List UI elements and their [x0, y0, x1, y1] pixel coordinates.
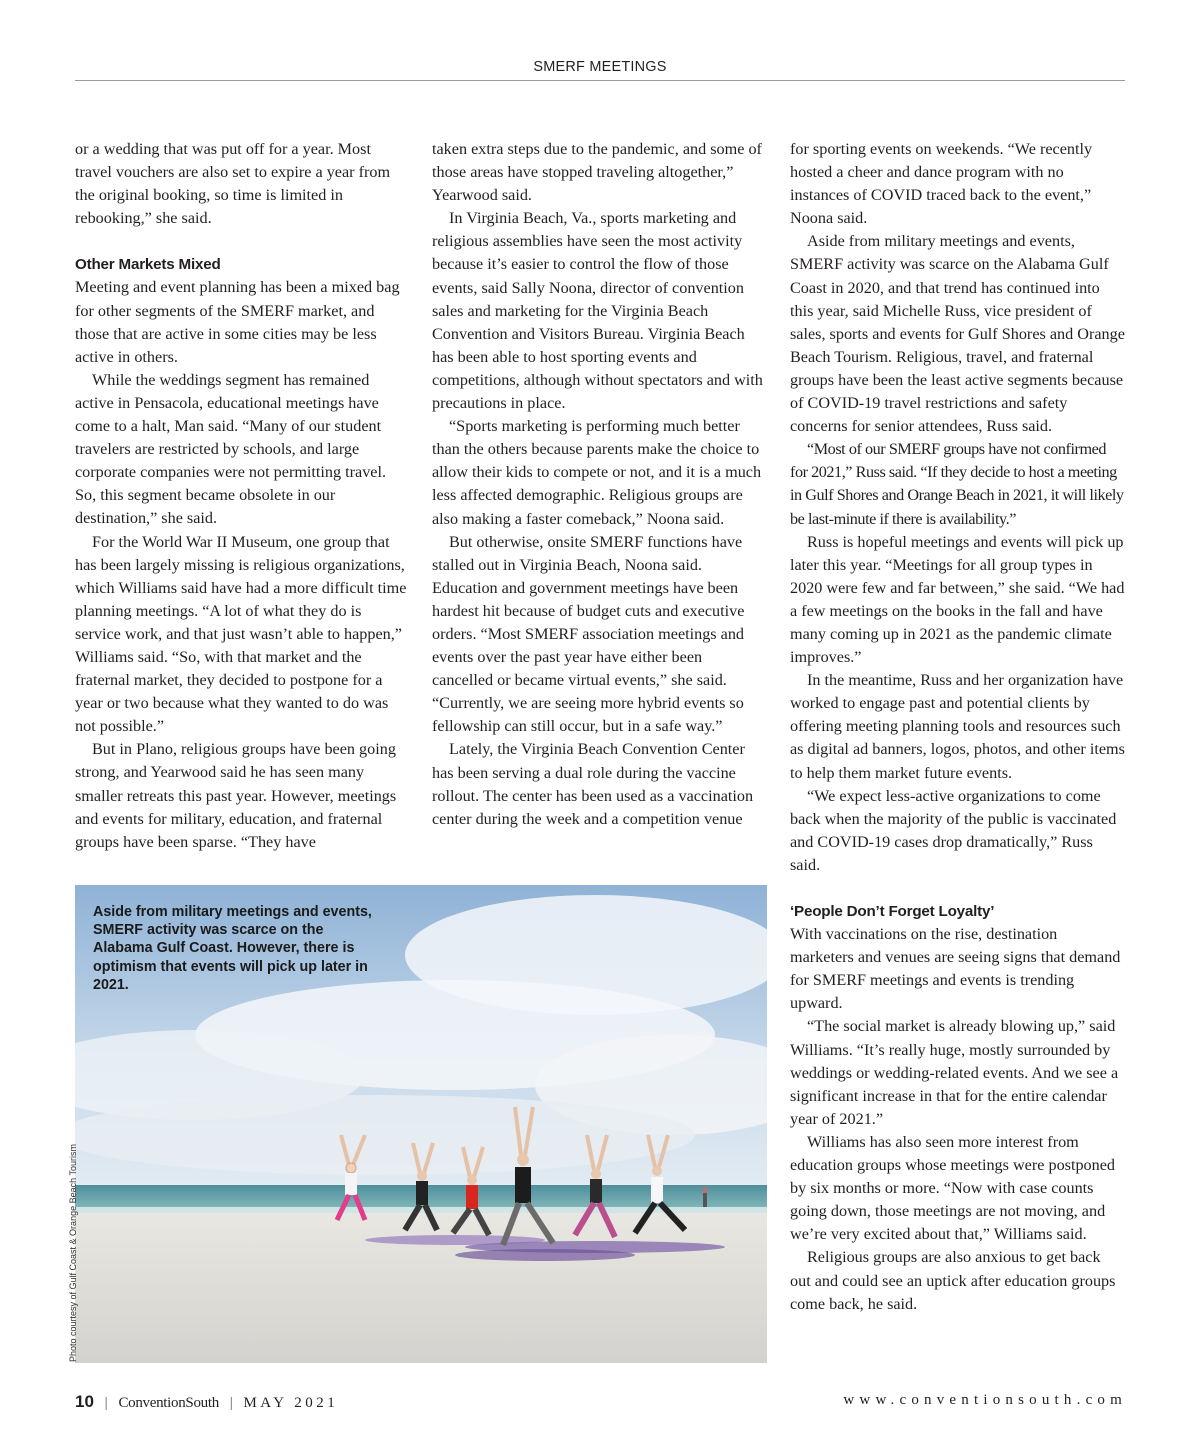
photo-caption: Aside from military meetings and events, SMERF activity was scarce on the Alabama Gulf Coast. However, there is optimism that events will pick up later in 2021.: [93, 904, 372, 993]
text-column-1: [75, 138, 410, 854]
paragraph: But in Plano, religious groups have been going strong, and Yearwood said he has seen many smaller retreats this past year. However, meetings and events for military, education, and fraternal groups have been sparse. “They have: [75, 740, 397, 851]
footer-folio: [75, 1392, 338, 1412]
subheading-loyalty: ‘People Don’t Forget Loyalty’: [790, 903, 995, 920]
text-column-3: [790, 138, 1125, 1316]
paragraph: Meeting and event planning has been a mixed bag for other segments of the SMERF market, and those that are active in some cities may be less active in others.: [75, 278, 400, 366]
paragraph: Religious groups are also anxious to get back out and could see an uptick after education groups come back, he said.: [790, 1248, 1116, 1313]
page-number: 10: [75, 1392, 94, 1411]
paragraph: Aside from military meetings and events, SMERF activity was scarce on the Alabama Gulf Coast in 2020, and that trend has continued into this year, said Michelle Russ, vice president of sales, sports and events for Gulf Shores and Orange Beach Tourism. Religious, travel, and fraternal groups have been the least active segments because of COVID-19 travel restrictions and safety concerns for senior attendees, Russ said.: [790, 232, 1125, 436]
paragraph: Lately, the Virginia Beach Convention Center has been serving a dual role during the vaccine rollout. The center has been used as a vaccination center during the week and a competition venue: [432, 740, 754, 828]
paragraph: But otherwise, onsite SMERF functions have stalled out in Virginia Beach, Noona said. Education and government meetings have been hardest hit because of budget cuts and executive orders. “Most SMERF association meetings and events over the past year have either been cancelled or became virtual events,” she said. “Currently, we are seeing more hybrid events so fellowship can still occur, but in a safe way.”: [432, 532, 745, 736]
photo-credit: Photo courtesy of Gulf Coast & Orange Beach Tourism: [68, 1144, 78, 1362]
paragraph: Russ is hopeful meetings and events will pick up later this year. “Meetings for all group types in 2020 were few and far between,” she said. “We had a few meetings on the books in the fall and have many coming up in 2021 as the pandemic climate improves.”: [790, 532, 1125, 667]
text-column-2: [432, 138, 767, 831]
paragraph: “We expect less-active organizations to come back when the majority of the public is vaccinated and COVID-19 cases drop dramatically,” Russ said.: [790, 786, 1117, 874]
running-header: [75, 58, 1125, 81]
magazine-name: ConventionSouth: [118, 1395, 219, 1411]
issue-date: MAY 2021: [243, 1395, 339, 1411]
beach-yoga-photo: [75, 885, 767, 1363]
paragraph: With vaccinations on the rise, destination marketers and venues are seeing signs that demand for SMERF meetings and events is trending upward.: [790, 925, 1121, 1013]
paragraph: In Virginia Beach, Va., sports marketing and religious assemblies have seen the most activity because it’s easier to control the flow of those events, said Sally Noona, director of convention sales and marketing for the Virginia Beach Convention and Visitors Bureau. Virginia Beach has been able to host sporting events and competitions, although without spectators and with precautions in place.: [432, 209, 763, 413]
footer-separator: |: [229, 1395, 233, 1411]
paragraph: Williams has also seen more interest from education groups whose meetings were postponed by six months or more. “Now with case counts going down, those meetings are not moving, and we’re very excited about that,” Williams said.: [790, 1132, 1116, 1244]
section-title: SMERF MEETINGS: [533, 59, 667, 75]
website-url: www.conventionsouth.com: [843, 1392, 1127, 1408]
paragraph: “Most of our SMERF groups have not confirmed for 2021,” Russ said. “If they decide to host a meeting in Gulf Shores and Orange Beach in 2021, it will likely be last-minute if there is availability.”: [790, 440, 1124, 528]
footer-separator: |: [104, 1395, 108, 1411]
paragraph: In the meantime, Russ and her organization have worked to engage past and potential clients by offering meeting planning tools and resources such as digital ad banners, logos, photos, and other items to help them market future events.: [790, 671, 1125, 782]
paragraph: taken extra steps due to the pandemic, and some of those areas have stopped traveling altogether,” Yearwood said.: [432, 140, 762, 205]
paragraph: For the World War II Museum, one group that has been largely missing is religious organizations, which Williams said have had a more difficult time planning meetings. “A lot of what they do is service work, and that just wasn’t able to happen,” Williams said. “So, with that market and the fraternal market, they decided to postpone for a year or two because what they wanted to do was not possible.”: [75, 532, 407, 736]
paragraph: or a wedding that was put off for a year. Most travel vouchers are also set to expire a year from the original booking, so time is limited in rebooking,” she said.: [75, 140, 391, 228]
paragraph: “Sports marketing is performing much better than the others because parents make the choice to allow their kids to compete or not, and it is a much less affected demographic. Religious groups are also making a faster comeback,” Noona said.: [432, 417, 762, 528]
paragraph: While the weddings segment has remained active in Pensacola, educational meetings have come to a halt, Man said. “Many of our student travelers are restricted by schools, and large corporate companies were not permitting travel. So, this segment became obsolete in our destination,” she said.: [75, 370, 387, 528]
paragraph: for sporting events on weekends. “We recently hosted a cheer and dance program with no instances of COVID traced back to the event,” Noona said.: [790, 140, 1093, 228]
paragraph: “The social market is already blowing up,” said Williams. “It’s really huge, mostly surrounded by weddings or wedding-related events. And we see a significant increase in that for the entire calendar year of 2021.”: [790, 1017, 1119, 1128]
subheading-other-markets: Other Markets Mixed: [75, 256, 221, 274]
